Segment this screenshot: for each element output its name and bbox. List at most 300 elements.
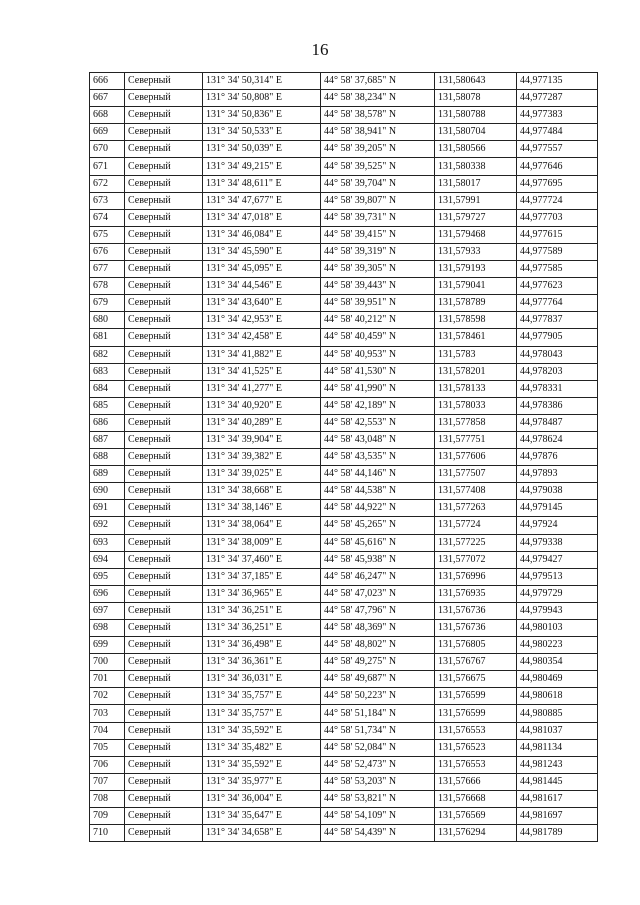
- longitude-dms-cell: 131° 34' 39,904" E: [203, 431, 321, 448]
- longitude-dms-cell: 131° 34' 43,640" E: [203, 295, 321, 312]
- latitude-dms-cell: 44° 58' 42,553" N: [321, 414, 435, 431]
- latitude-dms-cell: 44° 58' 45,616" N: [321, 534, 435, 551]
- table-row: [90, 449, 598, 466]
- longitude-dms-cell: 131° 34' 47,018" E: [203, 209, 321, 226]
- longitude-dms-cell: 131° 34' 50,533" E: [203, 124, 321, 141]
- longitude-decimal-cell: 131,576736: [435, 602, 517, 619]
- page-number: 16: [311, 40, 329, 59]
- latitude-decimal-cell: 44,977724: [517, 192, 598, 209]
- longitude-decimal-cell: 131,578461: [435, 329, 517, 346]
- latitude-dms-cell: 44° 58' 38,578" N: [321, 107, 435, 124]
- site-name-cell: Северный: [125, 620, 203, 637]
- point-number-cell: 702: [90, 688, 125, 705]
- latitude-dms-cell: 44° 58' 38,941" N: [321, 124, 435, 141]
- site-name-cell: Северный: [125, 397, 203, 414]
- latitude-decimal-cell: 44,978487: [517, 414, 598, 431]
- latitude-decimal-cell: 44,981617: [517, 790, 598, 807]
- site-name-cell: Северный: [125, 551, 203, 568]
- longitude-dms-cell: 131° 34' 34,658" E: [203, 825, 321, 842]
- longitude-dms-cell: 131° 34' 41,882" E: [203, 346, 321, 363]
- longitude-decimal-cell: 131,58017: [435, 175, 517, 192]
- latitude-decimal-cell: 44,980885: [517, 705, 598, 722]
- point-number-cell: 686: [90, 414, 125, 431]
- latitude-dms-cell: 44° 58' 51,734" N: [321, 722, 435, 739]
- longitude-decimal-cell: 131,577751: [435, 431, 517, 448]
- longitude-dms-cell: 131° 34' 36,361" E: [203, 654, 321, 671]
- latitude-decimal-cell: 44,978203: [517, 363, 598, 380]
- latitude-decimal-cell: 44,979145: [517, 500, 598, 517]
- site-name-cell: Северный: [125, 483, 203, 500]
- table-row: [90, 500, 598, 517]
- point-number-cell: 697: [90, 602, 125, 619]
- latitude-dms-cell: 44° 58' 50,223" N: [321, 688, 435, 705]
- latitude-dms-cell: 44° 58' 47,796" N: [321, 602, 435, 619]
- point-number-cell: 706: [90, 756, 125, 773]
- point-number-cell: 687: [90, 431, 125, 448]
- table-row: [90, 397, 598, 414]
- site-name-cell: Северный: [125, 192, 203, 209]
- point-number-cell: 701: [90, 671, 125, 688]
- coordinates-table-body: [90, 73, 598, 842]
- latitude-dms-cell: 44° 58' 39,319" N: [321, 243, 435, 260]
- table-row: [90, 141, 598, 158]
- longitude-dms-cell: 131° 34' 35,647" E: [203, 808, 321, 825]
- longitude-decimal-cell: 131,577858: [435, 414, 517, 431]
- site-name-cell: Северный: [125, 722, 203, 739]
- longitude-dms-cell: 131° 34' 41,525" E: [203, 363, 321, 380]
- longitude-dms-cell: 131° 34' 36,251" E: [203, 602, 321, 619]
- latitude-dms-cell: 44° 58' 40,459" N: [321, 329, 435, 346]
- latitude-dms-cell: 44° 58' 39,443" N: [321, 278, 435, 295]
- longitude-decimal-cell: 131,579727: [435, 209, 517, 226]
- table-row: [90, 705, 598, 722]
- site-name-cell: Северный: [125, 500, 203, 517]
- latitude-dms-cell: 44° 58' 40,953" N: [321, 346, 435, 363]
- longitude-dms-cell: 131° 34' 35,592" E: [203, 756, 321, 773]
- longitude-dms-cell: 131° 34' 50,808" E: [203, 90, 321, 107]
- longitude-dms-cell: 131° 34' 49,215" E: [203, 158, 321, 175]
- table-row: [90, 329, 598, 346]
- longitude-decimal-cell: 131,577408: [435, 483, 517, 500]
- latitude-decimal-cell: 44,977287: [517, 90, 598, 107]
- latitude-decimal-cell: 44,97893: [517, 466, 598, 483]
- longitude-decimal-cell: 131,580788: [435, 107, 517, 124]
- longitude-decimal-cell: 131,57666: [435, 773, 517, 790]
- longitude-decimal-cell: 131,57724: [435, 517, 517, 534]
- site-name-cell: Северный: [125, 431, 203, 448]
- point-number-cell: 700: [90, 654, 125, 671]
- point-number-cell: 669: [90, 124, 125, 141]
- table-row: [90, 243, 598, 260]
- latitude-dms-cell: 44° 58' 39,415" N: [321, 226, 435, 243]
- table-row: [90, 620, 598, 637]
- latitude-decimal-cell: 44,981037: [517, 722, 598, 739]
- point-number-cell: 688: [90, 449, 125, 466]
- longitude-dms-cell: 131° 34' 46,084" E: [203, 226, 321, 243]
- site-name-cell: Северный: [125, 107, 203, 124]
- table-row: [90, 312, 598, 329]
- table-row: [90, 773, 598, 790]
- point-number-cell: 699: [90, 637, 125, 654]
- latitude-dms-cell: 44° 58' 42,189" N: [321, 397, 435, 414]
- point-number-cell: 666: [90, 73, 125, 90]
- site-name-cell: Северный: [125, 517, 203, 534]
- latitude-dms-cell: 44° 58' 52,473" N: [321, 756, 435, 773]
- site-name-cell: Северный: [125, 329, 203, 346]
- latitude-dms-cell: 44° 58' 39,951" N: [321, 295, 435, 312]
- site-name-cell: Северный: [125, 73, 203, 90]
- table-row: [90, 261, 598, 278]
- table-row: [90, 295, 598, 312]
- latitude-dms-cell: 44° 58' 54,109" N: [321, 808, 435, 825]
- table-row: [90, 90, 598, 107]
- latitude-dms-cell: 44° 58' 44,146" N: [321, 466, 435, 483]
- latitude-dms-cell: 44° 58' 39,731" N: [321, 209, 435, 226]
- latitude-dms-cell: 44° 58' 39,807" N: [321, 192, 435, 209]
- point-number-cell: 674: [90, 209, 125, 226]
- longitude-decimal-cell: 131,577225: [435, 534, 517, 551]
- point-number-cell: 696: [90, 585, 125, 602]
- point-number-cell: 704: [90, 722, 125, 739]
- site-name-cell: Северный: [125, 637, 203, 654]
- longitude-decimal-cell: 131,576599: [435, 705, 517, 722]
- point-number-cell: 683: [90, 363, 125, 380]
- point-number-cell: 692: [90, 517, 125, 534]
- site-name-cell: Северный: [125, 363, 203, 380]
- longitude-dms-cell: 131° 34' 38,146" E: [203, 500, 321, 517]
- table-row: [90, 124, 598, 141]
- longitude-decimal-cell: 131,576668: [435, 790, 517, 807]
- latitude-decimal-cell: 44,977585: [517, 261, 598, 278]
- latitude-decimal-cell: 44,977623: [517, 278, 598, 295]
- latitude-decimal-cell: 44,977135: [517, 73, 598, 90]
- latitude-decimal-cell: 44,977703: [517, 209, 598, 226]
- longitude-decimal-cell: 131,579193: [435, 261, 517, 278]
- longitude-decimal-cell: 131,576569: [435, 808, 517, 825]
- longitude-decimal-cell: 131,576767: [435, 654, 517, 671]
- longitude-dms-cell: 131° 34' 42,953" E: [203, 312, 321, 329]
- table-row: [90, 739, 598, 756]
- table-row: [90, 756, 598, 773]
- longitude-dms-cell: 131° 34' 35,757" E: [203, 705, 321, 722]
- point-number-cell: 677: [90, 261, 125, 278]
- site-name-cell: Северный: [125, 243, 203, 260]
- longitude-decimal-cell: 131,576294: [435, 825, 517, 842]
- point-number-cell: 671: [90, 158, 125, 175]
- table-row: [90, 226, 598, 243]
- site-name-cell: Северный: [125, 705, 203, 722]
- longitude-dms-cell: 131° 34' 48,611" E: [203, 175, 321, 192]
- point-number-cell: 684: [90, 380, 125, 397]
- point-number-cell: 691: [90, 500, 125, 517]
- longitude-decimal-cell: 131,578133: [435, 380, 517, 397]
- table-row: [90, 671, 598, 688]
- coordinates-table: [89, 72, 598, 842]
- point-number-cell: 680: [90, 312, 125, 329]
- table-row: [90, 73, 598, 90]
- site-name-cell: Северный: [125, 226, 203, 243]
- longitude-decimal-cell: 131,576736: [435, 620, 517, 637]
- table-row: [90, 637, 598, 654]
- longitude-decimal-cell: 131,577606: [435, 449, 517, 466]
- latitude-decimal-cell: 44,977646: [517, 158, 598, 175]
- longitude-dms-cell: 131° 34' 41,277" E: [203, 380, 321, 397]
- table-row: [90, 790, 598, 807]
- table-row: [90, 192, 598, 209]
- longitude-dms-cell: 131° 34' 50,314" E: [203, 73, 321, 90]
- longitude-decimal-cell: 131,57933: [435, 243, 517, 260]
- table-row: [90, 380, 598, 397]
- latitude-decimal-cell: 44,980223: [517, 637, 598, 654]
- site-name-cell: Северный: [125, 141, 203, 158]
- point-number-cell: 678: [90, 278, 125, 295]
- longitude-dms-cell: 131° 34' 40,289" E: [203, 414, 321, 431]
- table-row: [90, 551, 598, 568]
- longitude-dms-cell: 131° 34' 45,095" E: [203, 261, 321, 278]
- longitude-dms-cell: 131° 34' 40,920" E: [203, 397, 321, 414]
- site-name-cell: Северный: [125, 585, 203, 602]
- point-number-cell: 690: [90, 483, 125, 500]
- site-name-cell: Северный: [125, 466, 203, 483]
- longitude-decimal-cell: 131,576675: [435, 671, 517, 688]
- table-row: [90, 483, 598, 500]
- latitude-decimal-cell: 44,980103: [517, 620, 598, 637]
- latitude-decimal-cell: 44,978331: [517, 380, 598, 397]
- site-name-cell: Северный: [125, 773, 203, 790]
- table-row: [90, 414, 598, 431]
- point-number-cell: 705: [90, 739, 125, 756]
- longitude-dms-cell: 131° 34' 50,836" E: [203, 107, 321, 124]
- longitude-dms-cell: 131° 34' 36,498" E: [203, 637, 321, 654]
- longitude-decimal-cell: 131,578033: [435, 397, 517, 414]
- longitude-dms-cell: 131° 34' 35,592" E: [203, 722, 321, 739]
- latitude-dms-cell: 44° 58' 49,687" N: [321, 671, 435, 688]
- table-row: [90, 568, 598, 585]
- point-number-cell: 710: [90, 825, 125, 842]
- latitude-decimal-cell: 44,977557: [517, 141, 598, 158]
- point-number-cell: 679: [90, 295, 125, 312]
- table-row: [90, 602, 598, 619]
- latitude-decimal-cell: 44,977615: [517, 226, 598, 243]
- longitude-decimal-cell: 131,580566: [435, 141, 517, 158]
- latitude-dms-cell: 44° 58' 41,530" N: [321, 363, 435, 380]
- longitude-dms-cell: 131° 34' 38,009" E: [203, 534, 321, 551]
- table-row: [90, 585, 598, 602]
- latitude-dms-cell: 44° 58' 53,821" N: [321, 790, 435, 807]
- longitude-decimal-cell: 131,576996: [435, 568, 517, 585]
- latitude-decimal-cell: 44,981134: [517, 739, 598, 756]
- longitude-dms-cell: 131° 34' 36,965" E: [203, 585, 321, 602]
- longitude-decimal-cell: 131,576935: [435, 585, 517, 602]
- latitude-dms-cell: 44° 58' 49,275" N: [321, 654, 435, 671]
- site-name-cell: Северный: [125, 602, 203, 619]
- latitude-dms-cell: 44° 58' 48,369" N: [321, 620, 435, 637]
- longitude-decimal-cell: 131,578201: [435, 363, 517, 380]
- site-name-cell: Северный: [125, 278, 203, 295]
- longitude-dms-cell: 131° 34' 47,677" E: [203, 192, 321, 209]
- latitude-dms-cell: 44° 58' 39,205" N: [321, 141, 435, 158]
- table-row: [90, 209, 598, 226]
- latitude-decimal-cell: 44,977484: [517, 124, 598, 141]
- table-row: [90, 466, 598, 483]
- longitude-decimal-cell: 131,577072: [435, 551, 517, 568]
- site-name-cell: Северный: [125, 449, 203, 466]
- latitude-decimal-cell: 44,979729: [517, 585, 598, 602]
- latitude-decimal-cell: 44,977905: [517, 329, 598, 346]
- point-number-cell: 681: [90, 329, 125, 346]
- latitude-decimal-cell: 44,981697: [517, 808, 598, 825]
- latitude-dms-cell: 44° 58' 43,535" N: [321, 449, 435, 466]
- site-name-cell: Северный: [125, 158, 203, 175]
- longitude-decimal-cell: 131,580704: [435, 124, 517, 141]
- point-number-cell: 670: [90, 141, 125, 158]
- latitude-dms-cell: 44° 58' 45,938" N: [321, 551, 435, 568]
- longitude-decimal-cell: 131,576553: [435, 756, 517, 773]
- latitude-dms-cell: 44° 58' 44,538" N: [321, 483, 435, 500]
- point-number-cell: 709: [90, 808, 125, 825]
- latitude-dms-cell: 44° 58' 51,184" N: [321, 705, 435, 722]
- site-name-cell: Северный: [125, 790, 203, 807]
- point-number-cell: 698: [90, 620, 125, 637]
- point-number-cell: 689: [90, 466, 125, 483]
- point-number-cell: 667: [90, 90, 125, 107]
- site-name-cell: Северный: [125, 671, 203, 688]
- latitude-decimal-cell: 44,980469: [517, 671, 598, 688]
- latitude-dms-cell: 44° 58' 37,685" N: [321, 73, 435, 90]
- table-row: [90, 107, 598, 124]
- longitude-dms-cell: 131° 34' 38,064" E: [203, 517, 321, 534]
- longitude-decimal-cell: 131,577263: [435, 500, 517, 517]
- latitude-decimal-cell: 44,979513: [517, 568, 598, 585]
- longitude-dms-cell: 131° 34' 42,458" E: [203, 329, 321, 346]
- site-name-cell: Северный: [125, 312, 203, 329]
- table-row: [90, 534, 598, 551]
- table-row: [90, 688, 598, 705]
- table-row: [90, 363, 598, 380]
- longitude-decimal-cell: 131,576599: [435, 688, 517, 705]
- longitude-decimal-cell: 131,576553: [435, 722, 517, 739]
- longitude-dms-cell: 131° 34' 50,039" E: [203, 141, 321, 158]
- site-name-cell: Северный: [125, 654, 203, 671]
- latitude-dms-cell: 44° 58' 54,439" N: [321, 825, 435, 842]
- site-name-cell: Северный: [125, 124, 203, 141]
- longitude-decimal-cell: 131,578789: [435, 295, 517, 312]
- site-name-cell: Северный: [125, 209, 203, 226]
- latitude-decimal-cell: 44,977764: [517, 295, 598, 312]
- point-number-cell: 675: [90, 226, 125, 243]
- point-number-cell: 694: [90, 551, 125, 568]
- longitude-dms-cell: 131° 34' 35,977" E: [203, 773, 321, 790]
- latitude-dms-cell: 44° 58' 43,048" N: [321, 431, 435, 448]
- latitude-decimal-cell: 44,980354: [517, 654, 598, 671]
- longitude-dms-cell: 131° 34' 36,251" E: [203, 620, 321, 637]
- site-name-cell: Северный: [125, 756, 203, 773]
- latitude-dms-cell: 44° 58' 44,922" N: [321, 500, 435, 517]
- latitude-decimal-cell: 44,978624: [517, 431, 598, 448]
- point-number-cell: 708: [90, 790, 125, 807]
- site-name-cell: Северный: [125, 175, 203, 192]
- latitude-dms-cell: 44° 58' 39,525" N: [321, 158, 435, 175]
- latitude-decimal-cell: 44,979427: [517, 551, 598, 568]
- longitude-decimal-cell: 131,579468: [435, 226, 517, 243]
- table-row: [90, 825, 598, 842]
- site-name-cell: Северный: [125, 380, 203, 397]
- longitude-dms-cell: 131° 34' 44,546" E: [203, 278, 321, 295]
- point-number-cell: 668: [90, 107, 125, 124]
- longitude-decimal-cell: 131,578598: [435, 312, 517, 329]
- table-row: [90, 808, 598, 825]
- latitude-dms-cell: 44° 58' 38,234" N: [321, 90, 435, 107]
- longitude-dms-cell: 131° 34' 36,004" E: [203, 790, 321, 807]
- point-number-cell: 672: [90, 175, 125, 192]
- latitude-decimal-cell: 44,977589: [517, 243, 598, 260]
- point-number-cell: 707: [90, 773, 125, 790]
- point-number-cell: 703: [90, 705, 125, 722]
- latitude-dms-cell: 44° 58' 40,212" N: [321, 312, 435, 329]
- latitude-dms-cell: 44° 58' 47,023" N: [321, 585, 435, 602]
- longitude-decimal-cell: 131,577507: [435, 466, 517, 483]
- latitude-decimal-cell: 44,97924: [517, 517, 598, 534]
- latitude-dms-cell: 44° 58' 39,305" N: [321, 261, 435, 278]
- site-name-cell: Северный: [125, 739, 203, 756]
- site-name-cell: Северный: [125, 414, 203, 431]
- longitude-decimal-cell: 131,580338: [435, 158, 517, 175]
- latitude-decimal-cell: 44,979943: [517, 602, 598, 619]
- site-name-cell: Северный: [125, 688, 203, 705]
- site-name-cell: Северный: [125, 568, 203, 585]
- longitude-dms-cell: 131° 34' 35,757" E: [203, 688, 321, 705]
- table-row: [90, 175, 598, 192]
- longitude-dms-cell: 131° 34' 38,668" E: [203, 483, 321, 500]
- latitude-dms-cell: 44° 58' 41,990" N: [321, 380, 435, 397]
- latitude-decimal-cell: 44,977695: [517, 175, 598, 192]
- latitude-decimal-cell: 44,978043: [517, 346, 598, 363]
- site-name-cell: Северный: [125, 808, 203, 825]
- latitude-dms-cell: 44° 58' 52,084" N: [321, 739, 435, 756]
- latitude-dms-cell: 44° 58' 46,247" N: [321, 568, 435, 585]
- point-number-cell: 673: [90, 192, 125, 209]
- table-row: [90, 431, 598, 448]
- latitude-dms-cell: 44° 58' 39,704" N: [321, 175, 435, 192]
- longitude-dms-cell: 131° 34' 36,031" E: [203, 671, 321, 688]
- longitude-dms-cell: 131° 34' 45,590" E: [203, 243, 321, 260]
- site-name-cell: Северный: [125, 90, 203, 107]
- latitude-decimal-cell: 44,977383: [517, 107, 598, 124]
- site-name-cell: Северный: [125, 295, 203, 312]
- latitude-decimal-cell: 44,981789: [517, 825, 598, 842]
- longitude-dms-cell: 131° 34' 37,460" E: [203, 551, 321, 568]
- latitude-decimal-cell: 44,978386: [517, 397, 598, 414]
- longitude-dms-cell: 131° 34' 37,185" E: [203, 568, 321, 585]
- latitude-dms-cell: 44° 58' 45,265" N: [321, 517, 435, 534]
- latitude-decimal-cell: 44,981243: [517, 756, 598, 773]
- longitude-decimal-cell: 131,580643: [435, 73, 517, 90]
- table-row: [90, 517, 598, 534]
- table-row: [90, 278, 598, 295]
- latitude-decimal-cell: 44,979338: [517, 534, 598, 551]
- table-row: [90, 346, 598, 363]
- longitude-dms-cell: 131° 34' 35,482" E: [203, 739, 321, 756]
- longitude-decimal-cell: 131,58078: [435, 90, 517, 107]
- longitude-decimal-cell: 131,57991: [435, 192, 517, 209]
- longitude-decimal-cell: 131,579041: [435, 278, 517, 295]
- point-number-cell: 693: [90, 534, 125, 551]
- table-row: [90, 158, 598, 175]
- point-number-cell: 685: [90, 397, 125, 414]
- site-name-cell: Северный: [125, 534, 203, 551]
- site-name-cell: Северный: [125, 346, 203, 363]
- table-row: [90, 654, 598, 671]
